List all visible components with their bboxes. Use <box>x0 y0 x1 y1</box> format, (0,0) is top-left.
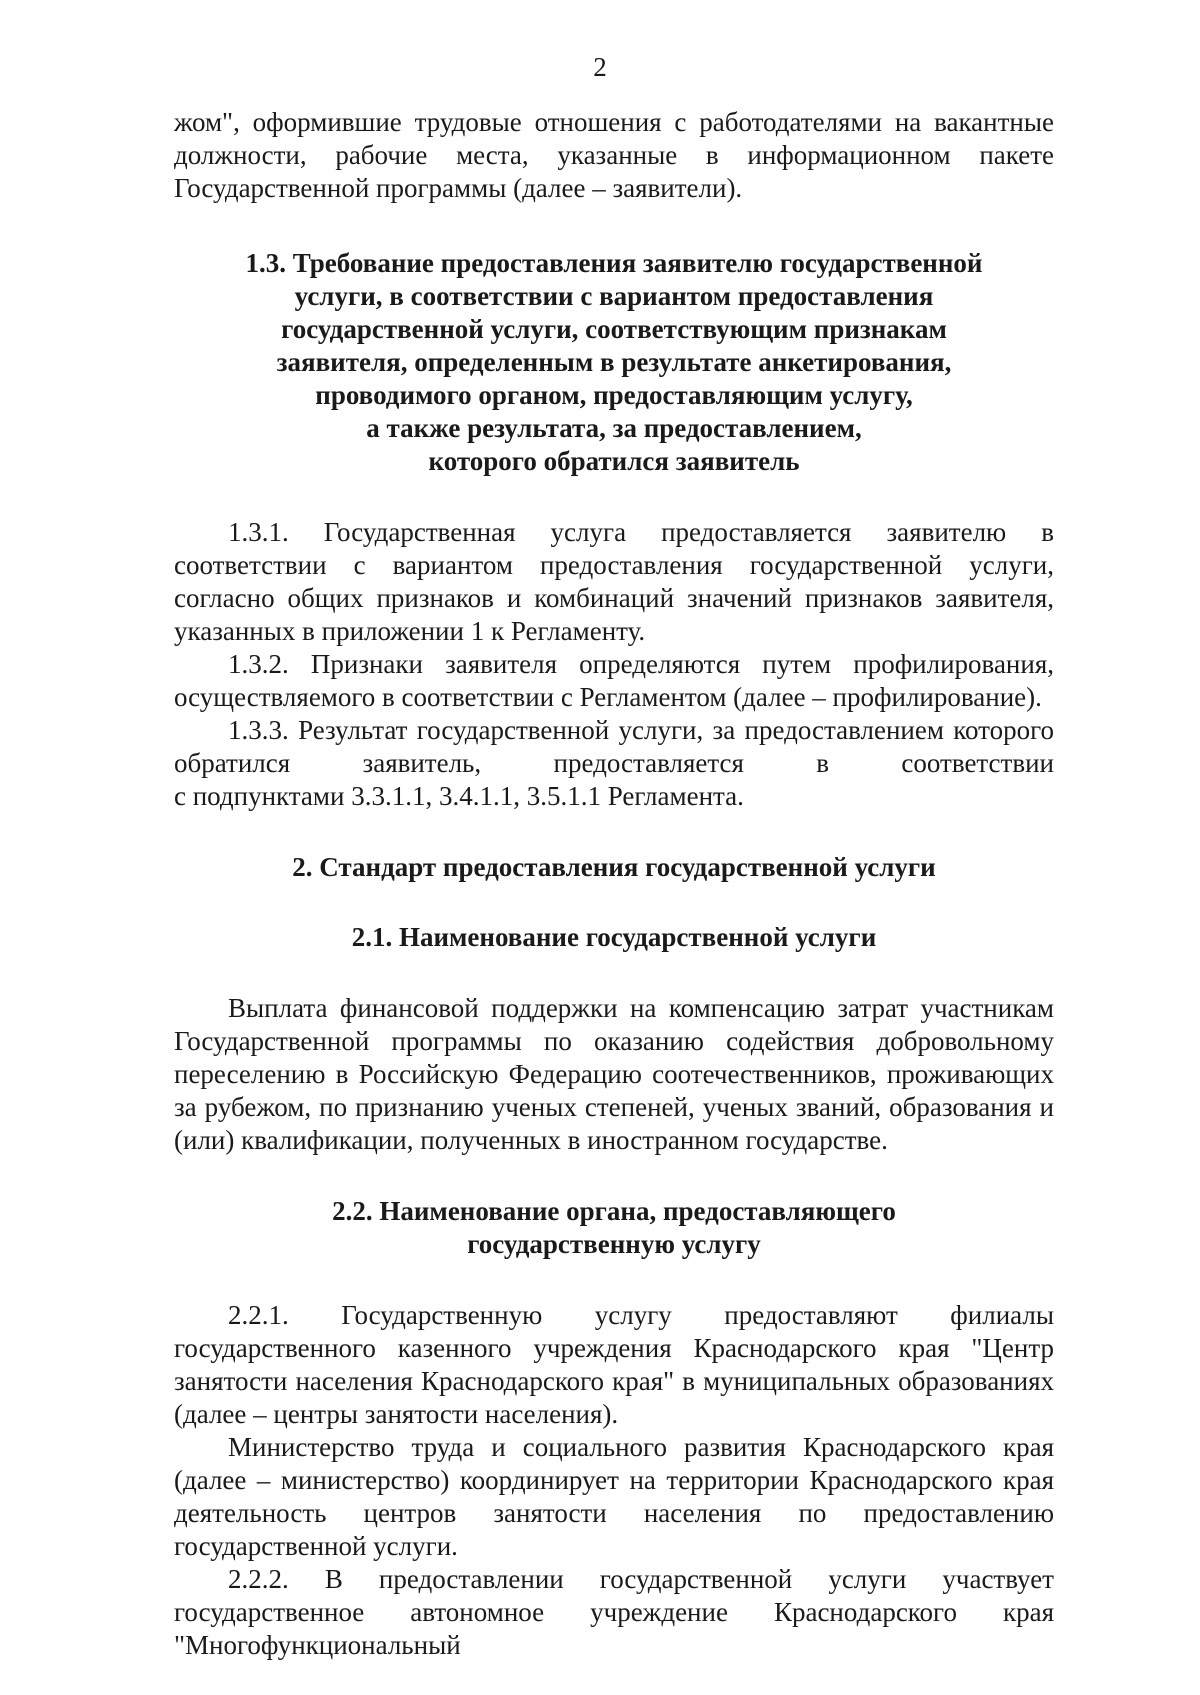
page-number: 2 <box>593 52 607 82</box>
paragraph-ministry: Министерство труда и социального развития Краснодарского края (далее – министерство) координирует на территории Краснодарского края деятельность центров занятости населения по предоставлению государственной услуги. <box>174 1432 1054 1561</box>
intro-paragraph: жом", оформившие трудовые отношения с работодателями на вакантные должности, рабочие места, указанные в информационном пакете Государственной программы (далее – заявители). <box>174 107 1054 203</box>
section-2-1-heading: 2.1. Наименование государственной услуги <box>351 922 877 952</box>
heading-line: государственной услуги, соответствующим признакам <box>281 314 947 344</box>
heading-line: 1.3. Требование предоставления заявителю государственной <box>245 248 983 278</box>
heading-line: проводимого органом, предоставляющим услугу, <box>315 380 913 410</box>
heading-line: а также результата, за предоставлением, <box>366 413 862 443</box>
heading-line: которого обратился заявитель <box>428 446 800 476</box>
section-2-2-heading <box>174 1195 1054 1261</box>
section-1-3-heading <box>174 247 1054 478</box>
paragraph-1-3-3: 1.3.3. Результат государственной услуги, за предоставлением которого обратился заявитель, предоставляется в соответствии <box>174 715 1054 778</box>
heading-line: государственную услугу <box>467 1229 761 1259</box>
paragraph-1-3-2: 1.3.2. Признаки заявителя определяются путем профилирования, осуществляемого в соответствии с Регламентом (далее – профилирование). <box>174 649 1054 712</box>
paragraph-1-3-1: 1.3.1. Государственная услуга предоставляется заявителю в соответствии с вариантом предоставления государственной услуги, согласно общих признаков и комбинаций значений признаков заявителя, указанных в приложении 1 к Регламенту. <box>174 517 1054 646</box>
paragraph-2-1: Выплата финансовой поддержки на компенсацию затрат участникам Государственной программы по оказанию содействия добровольному переселению в Российскую Федерацию соотечественников, проживающих за рубежом, по признанию ученых степеней, ученых званий, образования и (или) квалификации, полученных в иностранном государстве. <box>174 993 1054 1155</box>
paragraph-2-2-2: 2.2.2. В предоставлении государственной услуги участвует государственное автономное учреждение Краснодарского края "Многофункциональный <box>174 1564 1054 1660</box>
heading-line: заявителя, определенным в результате анкетирования, <box>276 347 952 377</box>
heading-line: услуги, в соответствии с вариантом предоставления <box>294 281 934 311</box>
paragraph-2-2-1: 2.2.1. Государственную услугу предоставляют филиалы государственного казенного учреждения Краснодарского края "Центр занятости населения Краснодарского края" в муниципальных образованиях (далее – центры занятости населения). <box>174 1300 1054 1429</box>
section-2-heading: 2. Стандарт предоставления государственной услуги <box>292 852 936 882</box>
heading-line: 2.2. Наименование органа, предоставляющего <box>332 1196 896 1226</box>
document-body <box>174 106 1054 1662</box>
paragraph-1-3-3-continuation: с подпунктами 3.3.1.1, 3.4.1.1, 3.5.1.1 Регламента. <box>174 781 744 811</box>
